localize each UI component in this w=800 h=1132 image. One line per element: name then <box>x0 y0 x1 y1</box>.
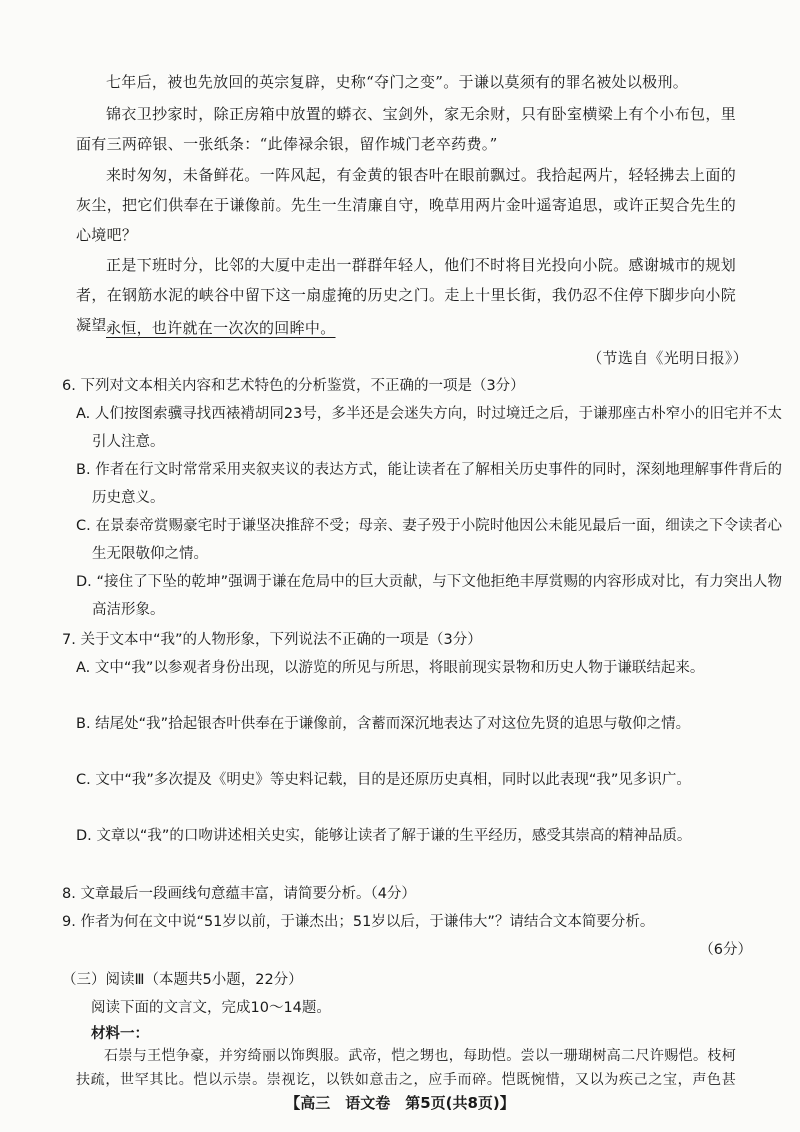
question-7-option-c: C. 文中“我”多次提及《明史》等史料记载，目的是还原历史真相，同时以此表现“我”见多识广。 <box>76 772 691 788</box>
page-footer: 【高三 语文卷 第5页(共8页)】 <box>285 1094 515 1112</box>
question-9-stem: 9. 作者为何在文中说“51岁以前，于谦杰出；51岁以后，于谦伟大”？请结合文本简要分析。 <box>62 914 655 930</box>
question-7-option-b: B. 结尾处“我”拾起银杏叶供奉在于谦像前，含蓄而深沉地表达了对这位先贤的追思与敬仰之情。 <box>76 716 691 732</box>
question-9-points: （6分） <box>699 942 752 958</box>
question-7-option-d: D. 文章以“我”的口吻讲述相关史实，能够让读者了解于谦的生平经历，感受其崇高的精神品质。 <box>76 828 692 844</box>
material-1-label: 材料一： <box>91 1026 149 1042</box>
passage-paragraph-5 <box>76 313 736 343</box>
section-3-instruction: 阅读下面的文言文，完成10～14题。 <box>91 1000 331 1016</box>
section-3-heading: （三）阅读Ⅲ（本题共5小题，22分） <box>62 972 303 988</box>
question-6-option-b: B. 作者在行文时常常采用夹叙夹议的表达方式，能让读者在了解相关历史事件的同时，深刻地理解事件背后的历史意义。 <box>76 462 782 506</box>
question-6-option-a: A. 人们按图索骥寻找西裱褙胡同23号，多半还是会迷失方向，时过境迁之后，于谦那座古朴窄小的旧宅并不太引人注意。 <box>76 406 782 450</box>
passage-paragraph-3: 来时匆匆，未备鲜花。一阵风起，有金黄的银杏叶在眼前飘过。我拾起两片，轻轻拂去上面的灰尘，把它们供奉在于谦像前。先生一生清廉自守，晚草用两片金叶遥寄追思，或许正契合先生的心境吧？ <box>76 166 736 244</box>
classical-text: 石崇与王恺争豪，并穷绮丽以饰舆服。武帝，恺之甥也，每助恺。尝以一珊瑚树高二尺许赐恺。枝柯扶疏，世罕其比。恺以示崇。崇视讫，以铁如意击之，应手而碎。恺既惋惜，又以为疾己之宝，声色甚 <box>76 1048 736 1088</box>
question-7-stem: 7. 关于文本中“我”的人物形象，下列说法不正确的一项是（3分） <box>62 632 482 648</box>
question-6-option-c: C. 在景泰帝赏赐豪宅时于谦坚决推辞不受；母亲、妻子殁于小院时他因公未能见最后一面，细读之下令读者心生无限敬仰之情。 <box>76 518 782 562</box>
question-6-option-d: D. “接住了下坠的乾坤”强调于谦在危局中的巨大贡献，与下文他拒绝丰厚赏赐的内容形成对比，有力突出人物高洁形象。 <box>76 574 782 618</box>
passage-paragraph-1: 七年后，被也先放回的英宗复辟，史称“夺门之变”。于谦以莫须有的罪名被处以极刑。 <box>106 73 689 91</box>
question-6-stem: 6. 下列对文本相关内容和艺术特色的分析鉴赏，不正确的一项是（3分） <box>62 378 525 394</box>
question-8: 8. 文章最后一段画线句意蕴丰富，请简要分析。（4分） <box>62 886 416 902</box>
passage-paragraph-2: 锦衣卫抄家时，除正房箱中放置的蟒衣、宝剑外，家无余财，只有卧室横梁上有个小布包，里面有三两碎银、一张纸条：“此俸禄余银，留作城门老卒药费。” <box>76 105 736 153</box>
question-7-option-a: A. 文中“我”以参观者身份出现，以游览的所见与所思，将眼前现实景物和历史人物于谦联结起来。 <box>76 660 705 676</box>
underlined-sentence: 永恒，也许就在一次次的回眸中。 <box>106 319 336 337</box>
passage-paragraph-4: 正是下班时分，比邻的大厦中走出一群群年轻人，他们不时将目光投向小院。感谢城市的规划者，在钢筋水泥的峡谷中留下这一扇虚掩的历史之门。走上十里长街，我仍忍不住停下脚步向小院凝望。 <box>76 256 736 334</box>
passage-source: （节选自《光明日报》） <box>587 349 748 367</box>
